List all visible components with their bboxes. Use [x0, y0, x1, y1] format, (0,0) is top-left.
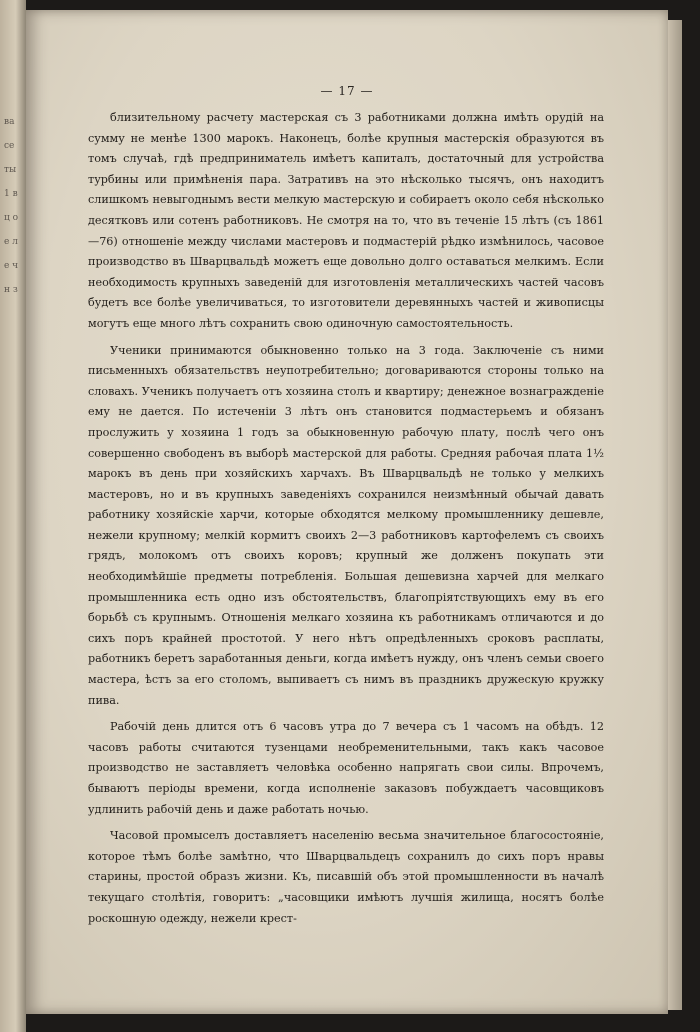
page-stack-edge	[668, 20, 682, 1010]
adjacent-page-text: ва се ты 1 в ц о е л е ч н з	[4, 117, 19, 295]
paragraph: Рабочій день длится отъ 6 часовъ утра до 7 вечера съ 1 часомъ на обѣдъ. 12 часовъ работы считаются тузенцами необременительными, такъ какъ часовое производство не заставляетъ человѣка особенно напрягать свои силы. Впрочемъ, бываютъ періоды времени, когда исполненіе заказовъ побуждаетъ часовщиковъ удлинить рабочій день и даже работать ночью.	[88, 720, 604, 816]
paragraph: Ученики принимаются обыкновенно только на 3 года. Заключеніе съ ними письменныхъ обязательствъ неупотребительно; договариваются стороны только на словахъ. Ученикъ получаетъ отъ хозяина столъ и квартиру; денежное вознагражденіе ему не дается. По истеченіи 3 лѣтъ онъ становится подмастерьемъ и обязанъ прослужить у хозяина 1 годъ за обыкновенную рабочую плату, послѣ чего онъ совершенно свободенъ въ выборѣ мастерской для работы. Средняя рабочая плата 1½ марокъ въ день при хозяйскихъ харчахъ. Въ Шварцвальдѣ не только у мелкихъ мастеровъ, но и въ крупныхъ заведеніяхъ сохранился неизмѣнный обычай давать работнику хозяйскіе харчи, которые обходятся мелкому промышленнику дешевле, нежели крупному; мелкій кормитъ своихъ 2—3 работниковъ картофелемъ съ своихъ грядъ, молокомъ отъ своихъ коровъ; крупный же долженъ покупать эти необходимѣйшіе предметы потребленія. Большая дешевизна харчей для мелкаго промышленника есть одно изъ обстоятельствъ, благопріятствующихъ ему въ его борьбѣ съ крупнымъ. Отношенія мелкаго хозяина къ работникамъ отличаются и до сихъ поръ крайней простотой. У него нѣтъ опредѣленныхъ сроковъ расплаты, работникъ беретъ заработанныя деньги, когда имѣетъ нужду, онъ членъ семьи своего мастера, ѣстъ за его столомъ, выпиваетъ съ нимъ въ праздникъ дружескую кружку пива.	[88, 343, 604, 707]
page-number: — 17 —	[320, 84, 374, 98]
page-body	[88, 108, 604, 935]
adjacent-page-edge	[0, 0, 26, 1032]
paragraph: близительному расчету мастерская съ 3 работниками должна имѣть орудій на сумму не менѣе 1300 марокъ. Наконецъ, болѣе крупныя мастерскія образуются въ томъ случаѣ, гдѣ предприниматель имѣетъ капиталъ, достаточный для устройства турбины или примѣненія пара. Затративъ на это нѣсколько тысячъ, онъ находитъ слишкомъ невыгоднымъ вести мелкую мастерскую и собираетъ около себя нѣсколько десятковъ или сотенъ работниковъ. Не смотря на то, что въ теченіе 15 лѣтъ (съ 1861—76) отношеніе между числами мастеровъ и подмастерій рѣдко измѣнилось, часовое производство въ Шварцвальдѣ можетъ еще довольно долго оставаться мелкимъ. Если необходимость крупныхъ заведеній для изготовленія металлическихъ частей часовъ будетъ все болѣе увеличиваться, то изготовители деревянныхъ частей и живописцы могутъ еще много лѣтъ сохранить свою одиночную самостоятельность.	[88, 111, 604, 330]
book-page	[26, 10, 668, 1014]
paragraph: Часовой промыселъ доставляетъ населенію весьма значительное благосостояніе, которое тѣмъ болѣе замѣтно, что Шварцвальдецъ сохранилъ до сихъ поръ нравы старины, простой образъ жизни. Къ, писавшій объ этой промышленности въ началѣ текущаго столѣтія, говоритъ: „часовщики имѣютъ лучшія жилища, носятъ болѣе роскошную одежду, нежели крест-	[88, 829, 604, 925]
